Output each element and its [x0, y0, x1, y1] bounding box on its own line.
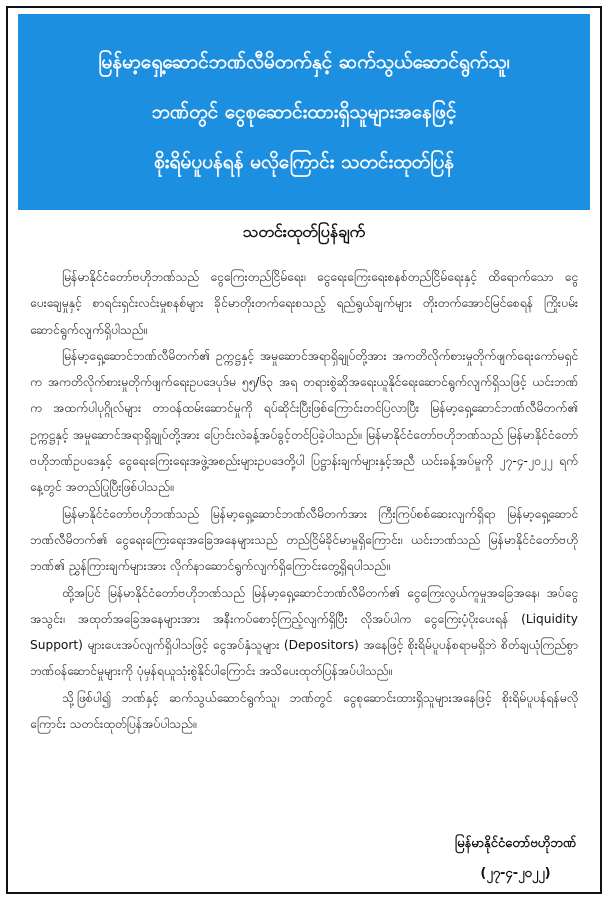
paragraph-5: သို့ဖြစ်ပါ၍ ဘဏ်နှင့် ဆက်သွယ်ဆောင်ရွက်သူ၊ ဘဏ်တွင် ငွေစုဆောင်းထားရှိသူများအနေဖြင့် စိုးရိမ်ပူပန်ရန်မလိုကြောင်း သတင်းထုတ်ပြန်အပ်ပါသည်။ [30, 690, 578, 732]
headline-banner [18, 14, 590, 210]
headline-line-1: မြန်မာ့ရှေ့ဆောင်ဘဏ်လီမိတက်နှင့် ဆက်သွယ်ဆောင်ရွက်သူ၊ [98, 51, 510, 73]
headline-line-2: ဘဏ်တွင် ငွေစုဆောင်းထားရှိသူများအနေဖြင့် [151, 101, 457, 123]
paragraph-3: မြန်မာနိုင်ငံတော်ဗဟိုဘဏ်သည် မြန်မာ့ရှေ့ဆောင်ဘဏ်လီမိတက်အား ကြီးကြပ်စစ်ဆေးလျက်ရှိရာ မြန်မာ့ရှေ့ဆောင်ဘဏ်လီမိတက်၏ ငွေရေးကြေးရေးအခြေအနေများသည် တည်ငြိမ်ခိုင်မာမှုရှိကြောင်း၊ ယင်းဘဏ်သည် မြန်မာနိုင်ငံတော်ဗဟိုဘဏ်၏ ညွှန်ကြားချက်များအား လိုက်နာဆောင်ရွက်လျက်ရှိကြောင်းတွေ့ရှိရပါသည်။ [30, 506, 578, 574]
paragraph-2: မြန်မာ့ရှေ့ဆောင်ဘဏ်လီမိတက်၏ ဥက္ကဋ္ဌနှင့် အမှုဆောင်အရာရှိချုပ်တို့အား အကတိလိုက်စားမှုတိုက်ဖျက်ရေးကော်မရှင်က အကတိလိုက်စားမှုတိုက်ဖျက်ရေးဥပဒေပုဒ်မ ၅၅/၆၃ အရ တရားစွဲဆိုအရေးယူနိုင်ရေးဆောင်ရွက်လျက်ရှိသဖြင့် ယင်းဘဏ်က အထက်ပါပုဂ္ဂိုလ်များ တာဝန်ထမ်းဆောင်မှုကို ရပ်ဆိုင်းပြီးဖြစ်ကြောင်းတင်ပြလာပြီး မြန်မာ့ရှေ့ဆောင်ဘဏ်လီမိတက်၏ ဥက္ကဋ္ဌနှင့် အမှုဆောင်အရာရှိချုပ်တို့အား ပြောင်းလဲခန့်အပ်ခွင့်တင်ပြခဲ့ပါသည်။ မြန်မာနိုင်ငံတော်ဗဟိုဘဏ်သည် မြန်မာနိုင်ငံတော်ဗဟိုဘဏ်ဥပဒေနှင့် ငွေရေးကြေးရေးအဖွဲ့အစည်းများဥပဒေတို့ပါ ပြဋ္ဌာန်းချက်များနှင့်အညီ ယင်းခန့်အပ်မှုကို ၂၇-၄-၂၀၂၂ ရက်နေ့တွင် အတည်ပြုပြီးဖြစ်ပါသည်။ [30, 348, 578, 495]
announcement-frame [6, 6, 602, 894]
issue-date: (၂၇-၄-၂၀၂၂) [480, 866, 551, 881]
signature-block [455, 829, 576, 889]
paragraph-1: မြန်မာနိုင်ငံတော်ဗဟိုဘဏ်သည် ငွေကြေးတည်ငြိမ်ရေး၊ ငွေရေးကြေးရေးစနစ်တည်ငြိမ်ရေးနှင့် ထိရောက်သော ငွေပေးချေမှုနှင့် စာရင်းရှင်းလင်းမှုစနစ်များ ခိုင်မာတိုးတက်ရေးစသည့် ရည်ရွယ်ချက်များ တိုးတက်အောင်မြင်စေရန် ကြိုးပမ်းဆောင်ရွက်လျက်ရှိပါသည်။ [30, 270, 578, 337]
headline-line-3: စိုးရိမ်ပူပန်ရန် မလိုကြောင်း သတင်းထုတ်ပြန် [153, 151, 455, 173]
issuer-name: မြန်မာနိုင်ငံတော်ဗဟိုဘဏ် [454, 836, 576, 851]
announcement-body [30, 264, 578, 737]
paragraph-4: ထို့အပြင် မြန်မာနိုင်ငံတော်ဗဟိုဘဏ်သည် မြန်မာ့ရှေ့ဆောင်ဘဏ်လီမိတက်၏ ငွေကြေးလွယ်ကူမှုအခြေအနေ၊ အပ်ငွေအသွင်း၊ အထုတ်အခြေအနေများအား အနီးကပ်စောင့်ကြည့်လျက်ရှိပြီး လိုအပ်ပါက ငွေကြေးပံ့ပိုးပေးရန် (Liquidity Support) များပေးအပ်လျက်ရှိပါသဖြင့် ငွေအပ်နှံသူများ (Depositors) အနေဖြင့် စိုးရိမ်ပူပန်စရာမရှိဘဲ စိတ်ချယုံကြည်စွာ ဘဏ်ဝန်ဆောင်မှုများကို ပုံမှန်ရယူသုံးစွဲနိုင်ပါကြောင်း အသိပေးထုတ်ပြန်အပ်ပါသည်။ [30, 585, 578, 679]
press-release-subtitle: သတင်းထုတ်ပြန်ချက် [242, 222, 366, 241]
